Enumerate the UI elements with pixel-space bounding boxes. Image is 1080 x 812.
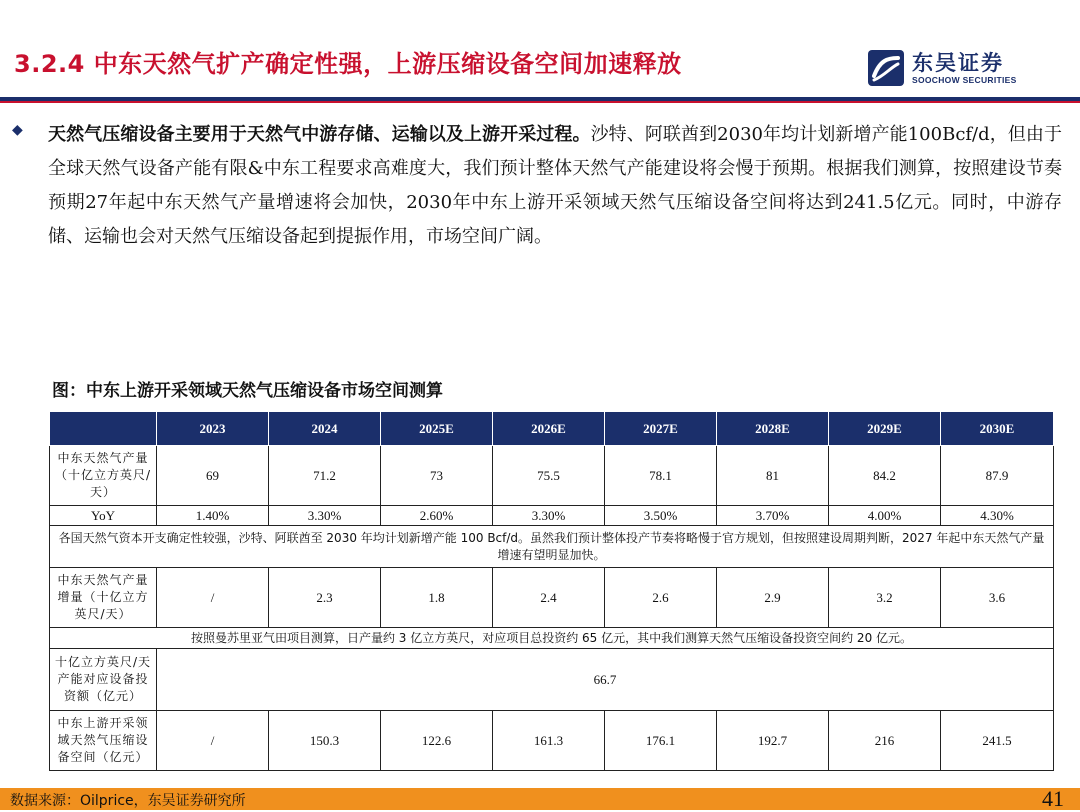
table-note: 各国天然气资本开支确定性较强，沙特、阿联酋至 2030 年均计划新增产能 100 Bcf/d。虽然我们预计整体投产节奏将略慢于官方规划，但按照建设周期判断，2027 年起中东天然气产量增速有望明显加快。 bbox=[50, 526, 1054, 568]
summary-paragraph bbox=[48, 118, 1062, 254]
table-row-yoy bbox=[50, 506, 1054, 526]
table-cell: 4.00% bbox=[829, 506, 941, 526]
year-header: 2027E bbox=[605, 412, 717, 446]
table-cell: 2.6 bbox=[605, 568, 717, 628]
table-row-note bbox=[50, 628, 1054, 649]
page-number: 41 bbox=[1042, 786, 1064, 811]
logo-chinese-name: 东吴证券 bbox=[912, 51, 1004, 75]
table-cell: / bbox=[157, 568, 269, 628]
table-cell: 2.3 bbox=[269, 568, 381, 628]
row-label: 中东天然气产量（十亿立方英尺/天） bbox=[50, 446, 157, 506]
summary-lead: 天然气压缩设备主要用于天然气中游存储、运输以及上游开采过程。 bbox=[48, 124, 591, 145]
table-cell: 2.60% bbox=[381, 506, 493, 526]
year-header: 2030E bbox=[941, 412, 1054, 446]
table-cell: 3.30% bbox=[269, 506, 381, 526]
table-cell: 81 bbox=[717, 446, 829, 506]
table-cell: 2.4 bbox=[493, 568, 605, 628]
table-header-row bbox=[50, 412, 1054, 446]
header-corner bbox=[50, 412, 157, 446]
table-cell: 3.30% bbox=[493, 506, 605, 526]
table-cell: 73 bbox=[381, 446, 493, 506]
table-cell: 78.1 bbox=[605, 446, 717, 506]
figure-caption: 图：中东上游开采领域天然气压缩设备市场空间测算 bbox=[52, 381, 443, 401]
summary-body: 沙特、阿联酋到2030年均计划新增产能100Bcf/d，但由于全球天然气设备产能有限&中东工程要求高难度大，我们预计整体天然气产能建设将会慢于预期。根据我们测算，按照建设节奏预期27年起中东天然气产量增速将会加快，2030年中东上游开采领域天然气压缩设备空间将达到241.5亿元。同时，中游存储、运输也会对天然气压缩设备起到提振作用，市场空间广阔。 bbox=[48, 124, 1062, 247]
year-header: 2024 bbox=[269, 412, 381, 446]
row-label: 十亿立方英尺/天产能对应设备投资额（亿元） bbox=[50, 649, 157, 711]
table-cell: 241.5 bbox=[941, 711, 1054, 771]
table-cell: 216 bbox=[829, 711, 941, 771]
table-row-capex bbox=[50, 649, 1054, 711]
table-cell: 1.40% bbox=[157, 506, 269, 526]
table-cell: / bbox=[157, 711, 269, 771]
table-cell: 2.9 bbox=[717, 568, 829, 628]
table-cell: 176.1 bbox=[605, 711, 717, 771]
table-row-market bbox=[50, 711, 1054, 771]
table-cell: 150.3 bbox=[269, 711, 381, 771]
page-title: 3.2.4 中东天然气扩产确定性强，上游压缩设备空间加速释放 bbox=[14, 50, 682, 78]
table-cell: 161.3 bbox=[493, 711, 605, 771]
diamond-bullet-icon: ◆ bbox=[12, 122, 23, 138]
table-cell: 69 bbox=[157, 446, 269, 506]
table-note: 按照曼苏里亚气田项目测算，日产量约 3 亿立方英尺，对应项目总投资约 65 亿元，其中我们测算天然气压缩设备投资空间约 20 亿元。 bbox=[50, 628, 1054, 649]
table-row-increment bbox=[50, 568, 1054, 628]
row-label: 中东上游开采领域天然气压缩设备空间（亿元） bbox=[50, 711, 157, 771]
table-cell: 71.2 bbox=[269, 446, 381, 506]
table-cell: 87.9 bbox=[941, 446, 1054, 506]
table-cell: 122.6 bbox=[381, 711, 493, 771]
table-cell: 3.2 bbox=[829, 568, 941, 628]
table-row-production bbox=[50, 446, 1054, 506]
year-header: 2025E bbox=[381, 412, 493, 446]
logo-mark-icon bbox=[868, 50, 904, 86]
company-logo bbox=[868, 44, 1068, 92]
logo-english-name: SOOCHOW SECURITIES bbox=[912, 75, 1017, 85]
table-cell: 84.2 bbox=[829, 446, 941, 506]
table-cell: 192.7 bbox=[717, 711, 829, 771]
market-estimate-table bbox=[49, 411, 1054, 771]
year-header: 2026E bbox=[493, 412, 605, 446]
year-header: 2023 bbox=[157, 412, 269, 446]
table-cell: 1.8 bbox=[381, 568, 493, 628]
table-cell-merged: 66.7 bbox=[157, 649, 1054, 711]
table-cell: 3.6 bbox=[941, 568, 1054, 628]
table-cell: 75.5 bbox=[493, 446, 605, 506]
table-cell: 3.70% bbox=[717, 506, 829, 526]
table-cell: 3.50% bbox=[605, 506, 717, 526]
data-source: 数据来源：Oilprice，东吴证券研究所 bbox=[10, 793, 246, 809]
header-divider-red bbox=[0, 101, 1080, 103]
row-label: 中东天然气产量增量（十亿立方英尺/天） bbox=[50, 568, 157, 628]
year-header: 2029E bbox=[829, 412, 941, 446]
year-header: 2028E bbox=[717, 412, 829, 446]
summary-bullet bbox=[12, 118, 1062, 254]
row-label: YoY bbox=[50, 506, 157, 526]
table-cell: 4.30% bbox=[941, 506, 1054, 526]
table-row-note bbox=[50, 526, 1054, 568]
